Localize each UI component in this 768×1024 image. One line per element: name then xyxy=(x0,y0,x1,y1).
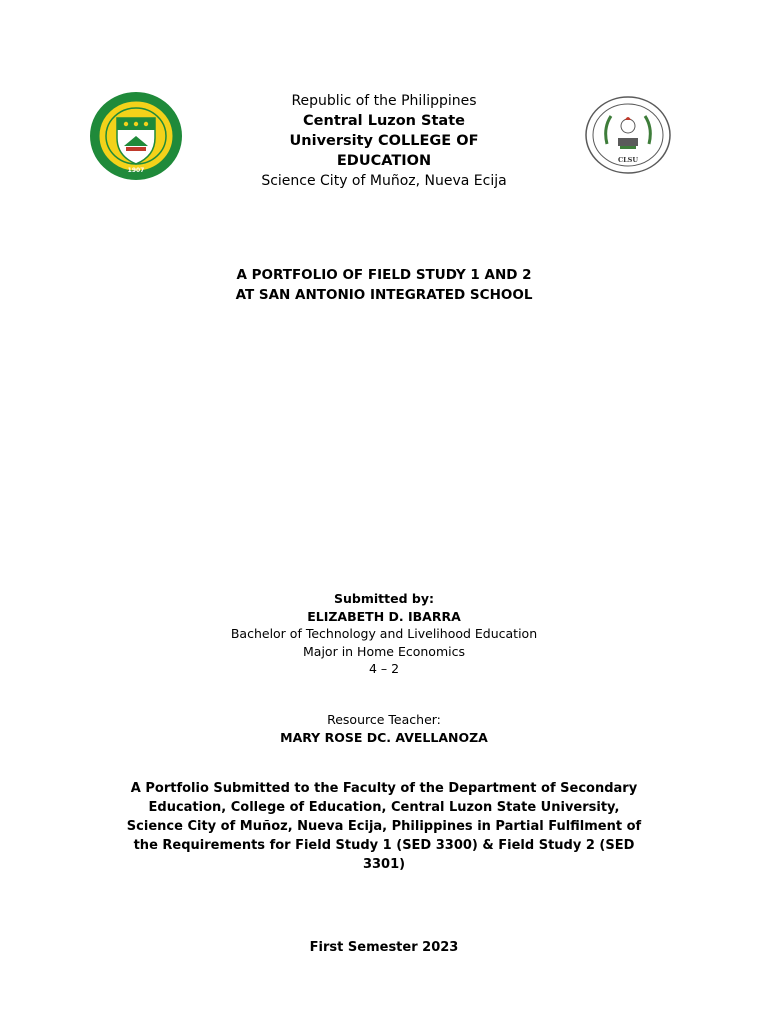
submitted-label: Submitted by: xyxy=(334,591,434,606)
resource-teacher-section xyxy=(0,711,768,746)
submitted-by-section xyxy=(0,590,768,678)
institution-line-1: Central Luzon State xyxy=(303,113,465,129)
portfolio-statement: A Portfolio Submitted to the Faculty of the Department of Secondary Education, College of Education, Central Luzon State University, Science City of Muñoz, Nueva Ecija, Philippines in Partial Fulfilment of the Requirements for Field Study 1 (SED 3300) & Field Study 2 (SED 3301) xyxy=(126,781,642,872)
degree-text: Bachelor of Technology and Livelihood Education xyxy=(230,626,538,641)
svg-text:1907: 1907 xyxy=(127,167,145,174)
republic-text: Republic of the Philippines xyxy=(291,93,477,109)
address-text: Science City of Muñoz, Nueva Ecija xyxy=(261,173,507,189)
teacher-label: Resource Teacher: xyxy=(327,712,441,727)
title-line-1: A PORTFOLIO OF FIELD STUDY 1 AND 2 xyxy=(236,267,532,283)
section-text: 4 – 2 xyxy=(368,661,400,676)
portfolio-title xyxy=(0,265,768,305)
teacher-name: MARY ROSE DC. AVELLANOZA xyxy=(280,729,488,745)
semester-text: First Semester 2023 xyxy=(309,940,459,955)
major-text: Major in Home Economics xyxy=(303,643,465,659)
student-name: ELIZABETH D. IBARRA xyxy=(307,608,461,624)
title-line-2: AT SAN ANTONIO INTEGRATED SCHOOL xyxy=(235,287,533,303)
university-header xyxy=(0,91,768,191)
institution-line-2: University COLLEGE OF xyxy=(289,133,479,149)
svg-text:CLSU: CLSU xyxy=(617,156,639,164)
institution-line-3: EDUCATION xyxy=(336,153,432,169)
